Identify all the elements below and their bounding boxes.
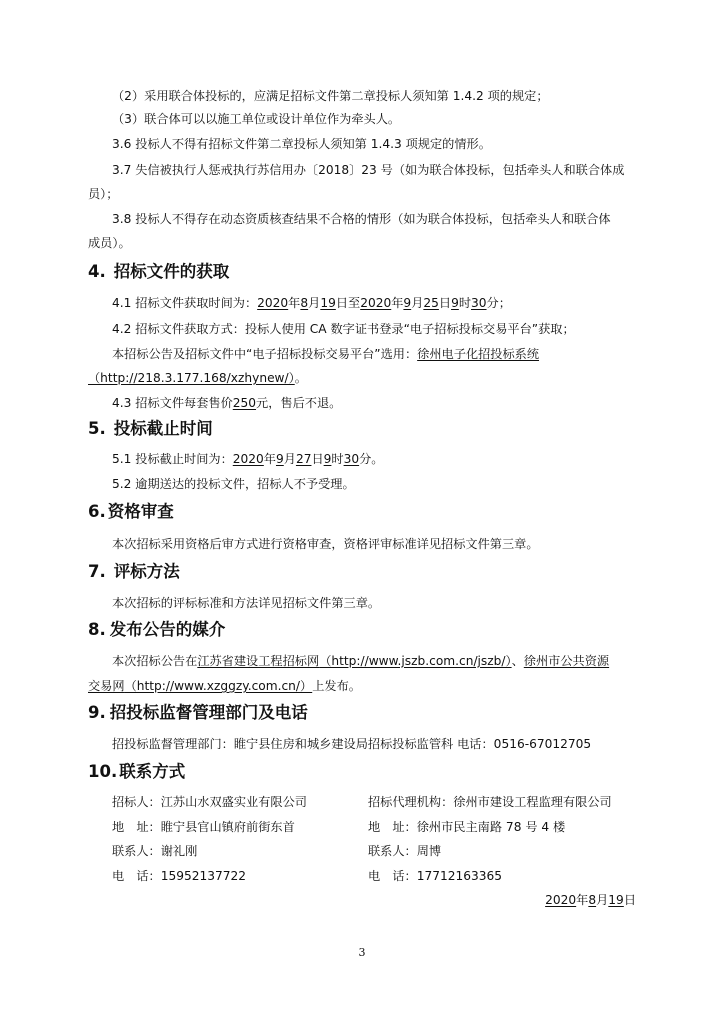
paragraph-4-platform-line1 bbox=[112, 346, 672, 362]
paragraph-4-3 bbox=[112, 395, 672, 411]
paragraph-4-platform-line2 bbox=[88, 370, 648, 386]
paragraph-7: 本次招标的评标标准和方法详见招标文件第三章。 bbox=[112, 596, 381, 610]
tenderer-contact: 联系人：谢礼刚 bbox=[112, 844, 198, 858]
paragraph-5-1 bbox=[112, 451, 672, 467]
tenderer-phone: 电 话：15952137722 bbox=[112, 869, 247, 883]
jszb-link[interactable]: 江苏省建设工程招标网 bbox=[197, 654, 320, 668]
xzggzy-link[interactable]: 徐州市公共资源 bbox=[523, 654, 610, 668]
section-8-heading bbox=[88, 620, 225, 640]
jszb-url[interactable]: （http://www.jszb.com.cn/jszb/） bbox=[319, 654, 512, 668]
paragraph-8-line2 bbox=[88, 678, 648, 694]
section-4-heading bbox=[88, 262, 229, 282]
platform-link[interactable]: 徐州电子化招投标系统 bbox=[417, 347, 540, 361]
paragraph-4-1 bbox=[112, 295, 672, 311]
section-10-heading bbox=[88, 762, 185, 782]
section-title: 评标方法 bbox=[113, 562, 180, 581]
xzggzy-url[interactable]: （http://www.xzggzy.com.cn/） bbox=[124, 679, 313, 693]
text: 月 bbox=[596, 893, 609, 907]
section-title: 联系方式 bbox=[119, 762, 186, 781]
text: 。 bbox=[294, 371, 307, 385]
text: 4.1 招标文件获取时间为： bbox=[112, 296, 258, 310]
filled-month: 9 bbox=[275, 452, 284, 466]
paragraph-3-5-2: （2）采用联合体投标的，应满足招标文件第二章投标人须知第 1.4.2 项的规定； bbox=[112, 89, 549, 103]
paragraph-3-8-line2: 成员）。 bbox=[88, 236, 131, 250]
paragraph-9: 招投标监督管理部门：睢宁县住房和城乡建设局招标投标监管科 电话：0516-67012705 bbox=[112, 737, 592, 751]
filled-year: 2020 bbox=[360, 296, 392, 310]
filled-hour: 9 bbox=[323, 452, 332, 466]
text: 、 bbox=[511, 654, 524, 668]
filled-year: 2020 bbox=[232, 452, 264, 466]
filled-day: 19 bbox=[320, 296, 336, 310]
text: 时 bbox=[331, 452, 344, 466]
text: 分。 bbox=[359, 452, 384, 466]
text: 5.1 投标截止时间为： bbox=[112, 452, 233, 466]
tenderer-address: 地 址：睢宁县官山镇府前街东首 bbox=[112, 820, 295, 834]
page-number: 3 bbox=[358, 946, 366, 959]
filled-day: 27 bbox=[295, 452, 312, 466]
paragraph-3-7-line2: 员）； bbox=[88, 187, 119, 201]
text: 年 bbox=[263, 452, 276, 466]
paragraph-6: 本次招标采用资格后审方式进行资格审查，资格评审标准详见招标文件第三章。 bbox=[112, 537, 539, 551]
text: 日 bbox=[311, 452, 324, 466]
paragraph-8-line1 bbox=[112, 653, 672, 669]
filled-minute: 30 bbox=[471, 296, 487, 310]
section-number: 8. bbox=[88, 620, 106, 639]
filled-day: 25 bbox=[423, 296, 439, 310]
text: 月 bbox=[411, 296, 424, 310]
text: 日 bbox=[623, 893, 636, 907]
text: 本次招标公告在 bbox=[112, 654, 198, 668]
filled-month: 8 bbox=[300, 296, 309, 310]
text: 年 bbox=[391, 296, 404, 310]
section-number: 10. bbox=[88, 762, 118, 781]
text: 年 bbox=[288, 296, 301, 310]
agency-phone: 电 话：17712163365 bbox=[368, 869, 503, 883]
paragraph-3-7-line1: 3.7 失信被执行人惩戒执行苏信用办〔2018〕23 号（如为联合体投标，包括牵头人和联合体成 bbox=[112, 163, 625, 177]
paragraph-3-8-line1: 3.8 投标人不得存在动态资质核查结果不合格的情形（如为联合体投标，包括牵头人和联合体 bbox=[112, 212, 611, 226]
section-6-heading bbox=[88, 502, 174, 522]
agency-contact: 联系人：周博 bbox=[368, 844, 442, 858]
section-9-heading bbox=[88, 703, 308, 723]
xzggzy-link-cont[interactable]: 交易网 bbox=[88, 679, 125, 693]
signature-date bbox=[545, 892, 636, 908]
agency-name: 招标代理机构：徐州市建设工程监理有限公司 bbox=[368, 795, 612, 809]
tenderer-name: 招标人：江苏山水双盛实业有限公司 bbox=[112, 795, 307, 809]
paragraph-5-2: 5.2 逾期送达的投标文件，招标人不予受理。 bbox=[112, 477, 355, 491]
filled-month: 8 bbox=[588, 893, 597, 907]
section-number: 6. bbox=[88, 502, 106, 521]
platform-url[interactable]: （http://218.3.177.168/xzhynew/） bbox=[88, 371, 295, 385]
text: 4.3 招标文件每套售价 bbox=[112, 396, 233, 410]
section-number: 9. bbox=[88, 703, 106, 722]
section-number: 5. bbox=[88, 419, 106, 438]
section-number: 7. bbox=[88, 562, 106, 581]
section-title: 招投标监督管理部门及电话 bbox=[109, 703, 308, 722]
filled-month: 9 bbox=[403, 296, 412, 310]
filled-hour: 9 bbox=[451, 296, 459, 310]
section-title: 招标文件的获取 bbox=[113, 262, 230, 281]
paragraph-3-5-3: （3）联合体可以以施工单位或设计单位作为牵头人。 bbox=[112, 112, 401, 126]
text: 元，售后不退。 bbox=[256, 396, 342, 410]
text: 年 bbox=[576, 893, 589, 907]
filled-minute: 30 bbox=[343, 452, 360, 466]
section-title: 资格审查 bbox=[107, 502, 174, 521]
text: 日 bbox=[438, 296, 452, 310]
text: 日至 bbox=[335, 296, 361, 310]
section-title: 发布公告的媒介 bbox=[109, 620, 226, 639]
section-number: 4. bbox=[88, 262, 106, 281]
filled-year: 2020 bbox=[545, 893, 577, 907]
agency-address: 地 址：徐州市民主南路 78 号 4 楼 bbox=[368, 820, 566, 834]
filled-year: 2020 bbox=[257, 296, 289, 310]
section-7-heading bbox=[88, 562, 180, 582]
price-value: 250 bbox=[232, 396, 257, 410]
text: 时 bbox=[458, 296, 472, 310]
text: 上发布。 bbox=[312, 679, 361, 693]
text: 本招标公告及招标文件中“电子招标投标交易平台”选用： bbox=[112, 347, 418, 361]
paragraph-4-2: 4.2 招标文件获取方式：投标人使用 CA 数字证书登录“电子招标投标交易平台”获取； bbox=[112, 322, 575, 336]
section-title: 投标截止时间 bbox=[113, 419, 213, 438]
filled-day: 19 bbox=[608, 893, 624, 907]
text: 月 bbox=[283, 452, 296, 466]
section-5-heading bbox=[88, 419, 213, 439]
text: 月 bbox=[308, 296, 321, 310]
paragraph-3-6: 3.6 投标人不得有招标文件第二章投标人须知第 1.4.3 项规定的情形。 bbox=[112, 137, 491, 151]
text: 分； bbox=[486, 296, 511, 310]
